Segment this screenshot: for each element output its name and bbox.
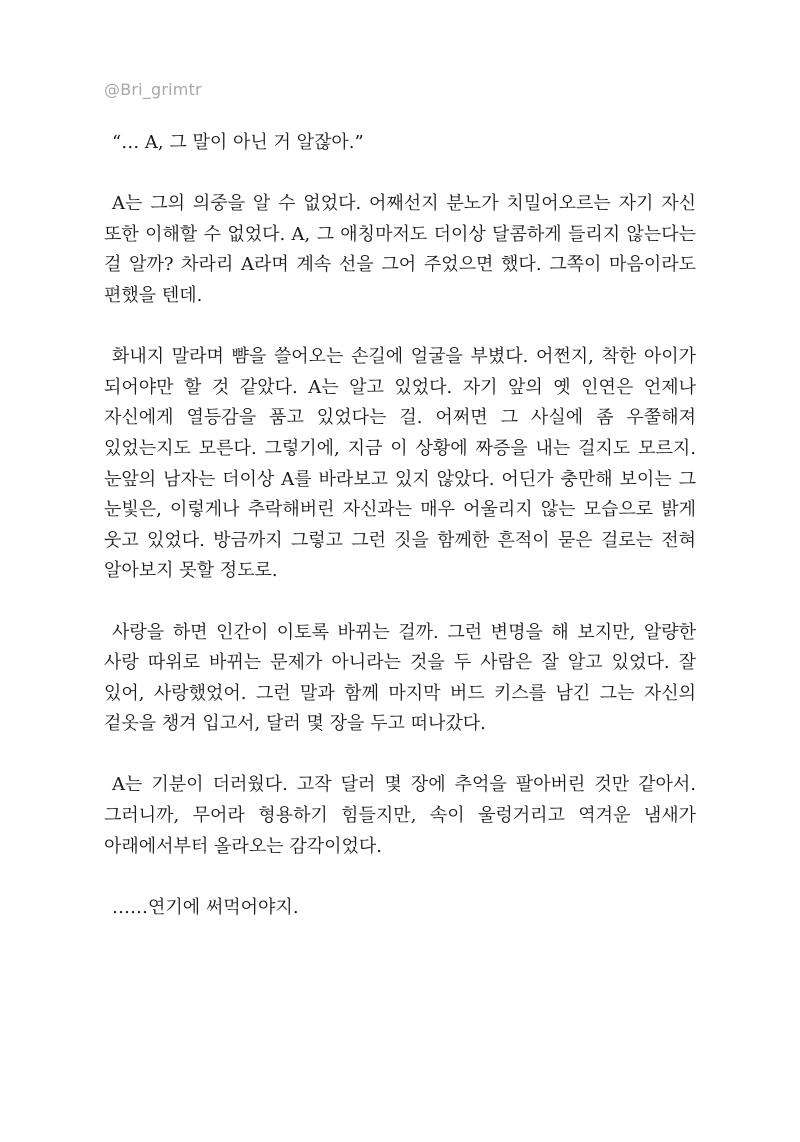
paragraph-3: 사랑을 하면 인간이 이토록 바뀌는 걸까. 그런 변명을 해 보지만, 알량한 사랑 따위로 바뀌는 문제가 아니라는 것을 두 사람은 잘 알고 있었다. 잘 있어, 사랑했었어. 그런 말과 함께 마지막 버드 키스를 남긴 그는 자신의 겉옷을 챙겨 입고서, 달러 몇 장을 두고 떠나갔다. xyxy=(104,621,696,735)
story-text xyxy=(104,128,696,923)
paragraph-4: A는 기분이 더러웠다. 고작 달러 몇 장에 추억을 팔아버린 것만 같아서. 그러니까, 무어라 형용하기 힘들지만, 속이 울렁거리고 역겨운 냄새가 아래에서부터 올라오는 감각이었다. xyxy=(104,774,696,857)
paragraph-dialogue: “… A, 그 말이 아닌 거 알잖아.” xyxy=(112,132,364,153)
paragraph-gap xyxy=(104,862,696,893)
paragraph-gap xyxy=(104,312,696,343)
paragraph-gap xyxy=(104,740,696,771)
paragraph-2: 화내지 말라며 뺨을 쓸어오는 손길에 얼굴을 부볐다. 어쩐지, 착한 아이가 되어야만 할 것 같았다. A는 알고 있었다. 자기 앞의 옛 인연은 언제나 자신에게 열등감을 품고 있었다는 걸. 어쩌면 그 사실에 좀 우쭐해져 있었는지도 모른다. 그렇기에, 지금 이 상황에 짜증을 내는 걸지도 모르지. 눈앞의 남자는 더이상 A를 바라보고 있지 않았다. 어딘가 충만해 보이는 그 눈빛은, 이렇게나 추락해버린 자신과는 매우 어울리지 않는 모습으로 밝게 웃고 있었다. 방금까지 그렇고 그런 짓을 함께한 흔적이 묻은 걸로는 전혀 알아보지 못할 정도로. xyxy=(104,346,696,582)
watermark-handle: @Bri_grimtr xyxy=(104,80,202,99)
paragraph-gap xyxy=(104,159,696,190)
paragraph-gap xyxy=(104,587,696,618)
paragraph-1: A는 그의 의중을 알 수 없었다. 어째선지 분노가 치밀어오르는 자기 자신 또한 이해할 수 없었다. A, 그 애칭마저도 더이상 달콤하게 들리지 않는다는 걸 알까? 차라리 A라며 계속 선을 그어 주었으면 했다. 그쪽이 마음이라도 편했을 텐데. xyxy=(104,193,696,306)
paragraph-5: ……연기에 써먹어야지. xyxy=(112,896,299,918)
